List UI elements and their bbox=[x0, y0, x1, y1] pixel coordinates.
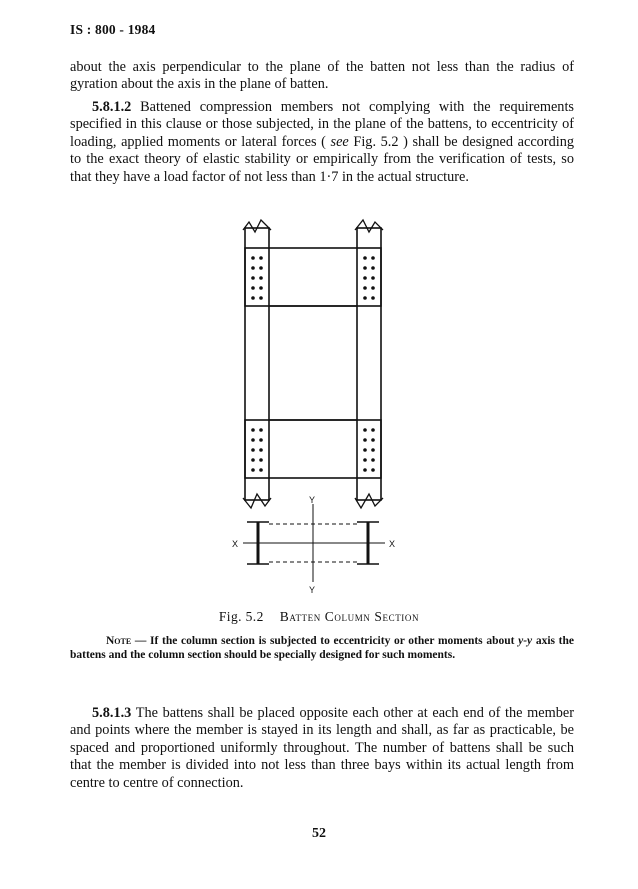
x-axis-label-left: X bbox=[232, 539, 239, 549]
note-text: — If the column section is subjected to eccentricity or other moments about bbox=[131, 635, 519, 647]
paragraph-text: Fig. 5.2 ) shall be designed according to the exact theory of elastic stability or empirically from the verification of tests, so that they have a load factor of not less than 1·7 in the actual structure. bbox=[70, 133, 574, 185]
paragraph-5-8-1-2 bbox=[70, 99, 574, 186]
standard-code-header: IS : 800 - 1984 bbox=[70, 22, 156, 37]
clause-number: 5.8.1.3 bbox=[92, 705, 132, 721]
batten-column-drawing bbox=[229, 218, 411, 600]
bottom-batten bbox=[245, 420, 381, 478]
page-number: 52 bbox=[312, 826, 326, 841]
note-label: Note bbox=[106, 635, 132, 647]
top-batten bbox=[245, 248, 381, 306]
see-reference: see bbox=[330, 133, 349, 150]
note-axis: y-y bbox=[518, 635, 533, 647]
paragraph-5-8-1-3 bbox=[70, 705, 574, 792]
paragraph-text: The battens shall be placed opposite each other at each end of the member and points where the member is stayed in its length and shall, as far as practicable, be spaced and proportioned uniformly throughout. The number of battens shall be such that the member is divided into not less than three bays within its actual length from centre to centre of connection. bbox=[70, 705, 574, 791]
y-axis-label-top: Y bbox=[309, 495, 316, 505]
figure-title: Batten Column Section bbox=[279, 609, 420, 624]
right-column-member bbox=[357, 228, 381, 500]
note-text: axis the battens and the column section should be specially designed for such moments. bbox=[70, 635, 575, 661]
figure-caption bbox=[0, 609, 638, 625]
left-column-member bbox=[245, 228, 269, 500]
clause-number: 5.8.1.2 bbox=[92, 99, 132, 115]
figure-number: Fig. 5.2 bbox=[218, 609, 264, 624]
cross-section bbox=[243, 504, 385, 582]
paragraph-text: Battened compression members not complying with the requirements specified in this clause or those subjected, in the plane of the battens, to eccentricity of loading, applied moments or lateral forces ( bbox=[70, 99, 574, 150]
figure-note bbox=[70, 634, 574, 662]
y-axis-label-bottom: Y bbox=[309, 585, 316, 595]
paragraph-continuation: about the axis perpendicular to the plane of the batten not less than the radius of gyration about the axis in the plane of batten. bbox=[70, 59, 574, 93]
x-axis-label-right: X bbox=[389, 539, 396, 549]
